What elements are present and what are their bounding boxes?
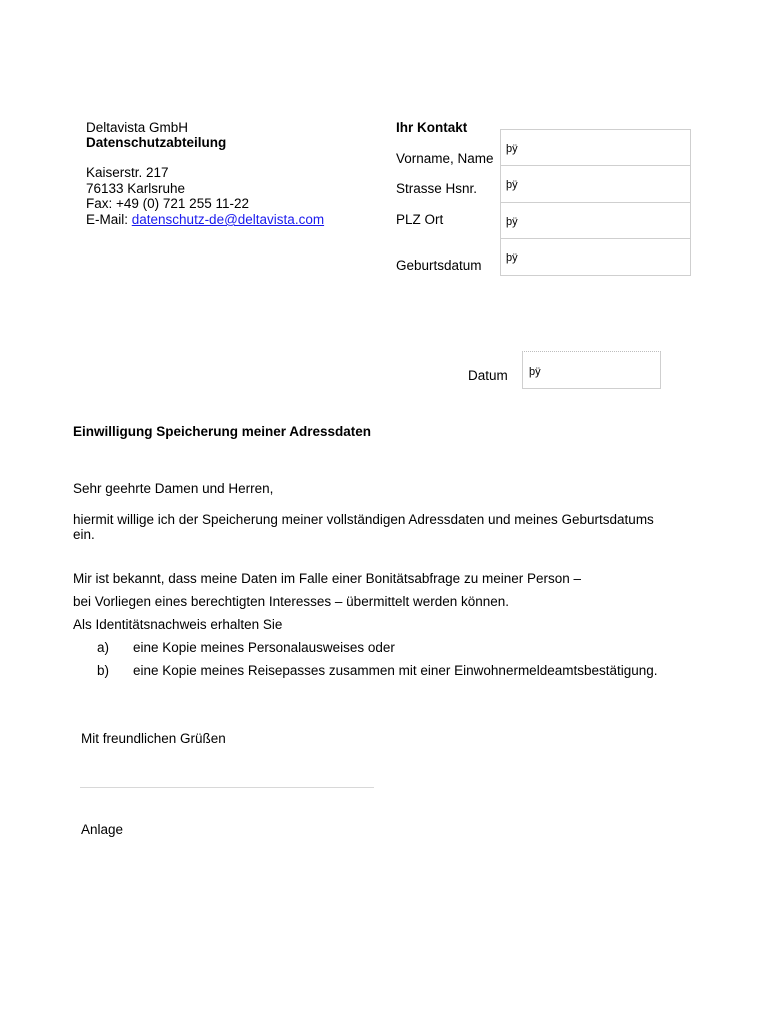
letter-subject: Einwilligung Speicherung meiner Adressdaten	[73, 424, 372, 439]
contact-label-city: PLZ Ort	[396, 212, 444, 227]
paragraph1-line2: ein.	[73, 527, 95, 542]
sender-company: Deltavista GmbH	[86, 120, 189, 135]
date-field-value: þÿ	[529, 366, 541, 378]
contact-label-street: Strasse Hsnr.	[396, 181, 478, 196]
paragraph1-line1: hiermit willige ich der Speicherung meiner vollständigen Adressdaten und meines Geburtsdatums	[73, 512, 654, 527]
contact-heading: Ihr Kontakt	[396, 120, 468, 135]
date-label: Datum	[468, 368, 508, 383]
paragraph2-line1: Mir ist bekannt, dass meine Daten im Falle einer Bonitätsabfrage zu meiner Person –	[73, 571, 581, 586]
paragraph2-line2: bei Vorliegen eines berechtigten Interesses – übermittelt werden können.	[73, 594, 510, 609]
contact-label-name: Vorname, Name	[396, 151, 494, 166]
city-field[interactable]	[500, 202, 691, 239]
sender-city: 76133 Karlsruhe	[86, 181, 186, 196]
list-item-b: eine Kopie meines Reisepasses zusammen mit einer Einwohnermeldeamtsbestätigung.	[133, 663, 658, 678]
name-field-value: þÿ	[506, 143, 518, 155]
sender-email-link[interactable]: datenschutz-de@deltavista.com	[131, 212, 325, 227]
sender-department: Datenschutzabteilung	[86, 135, 227, 150]
sender-street: Kaiserstr. 217	[86, 165, 169, 180]
sender-email-line	[86, 212, 324, 228]
paragraph2-line3: Als Identitätsnachweis erhalten Sie	[73, 617, 283, 632]
signature-line	[80, 787, 374, 788]
letter-closing: Mit freundlichen Grüßen	[81, 731, 226, 746]
birthdate-field-value: þÿ	[506, 252, 518, 264]
sender-fax: Fax: +49 (0) 721 255 11-22	[86, 196, 249, 211]
sender-email-label: E-Mail:	[86, 212, 132, 227]
letter-salutation: Sehr geehrte Damen und Herren,	[73, 481, 274, 496]
list-item-a: eine Kopie meines Personalausweises oder	[133, 640, 395, 655]
name-field[interactable]	[500, 129, 691, 166]
birthdate-field[interactable]	[500, 238, 691, 276]
attachment-label: Anlage	[81, 822, 124, 837]
list-marker-a: a)	[97, 640, 110, 655]
date-field[interactable]	[522, 351, 661, 389]
street-field-value: þÿ	[506, 179, 518, 191]
street-field[interactable]	[500, 165, 691, 203]
list-marker-b: b)	[97, 663, 110, 678]
city-field-value: þÿ	[506, 216, 518, 228]
contact-label-birthdate: Geburtsdatum	[396, 258, 482, 273]
